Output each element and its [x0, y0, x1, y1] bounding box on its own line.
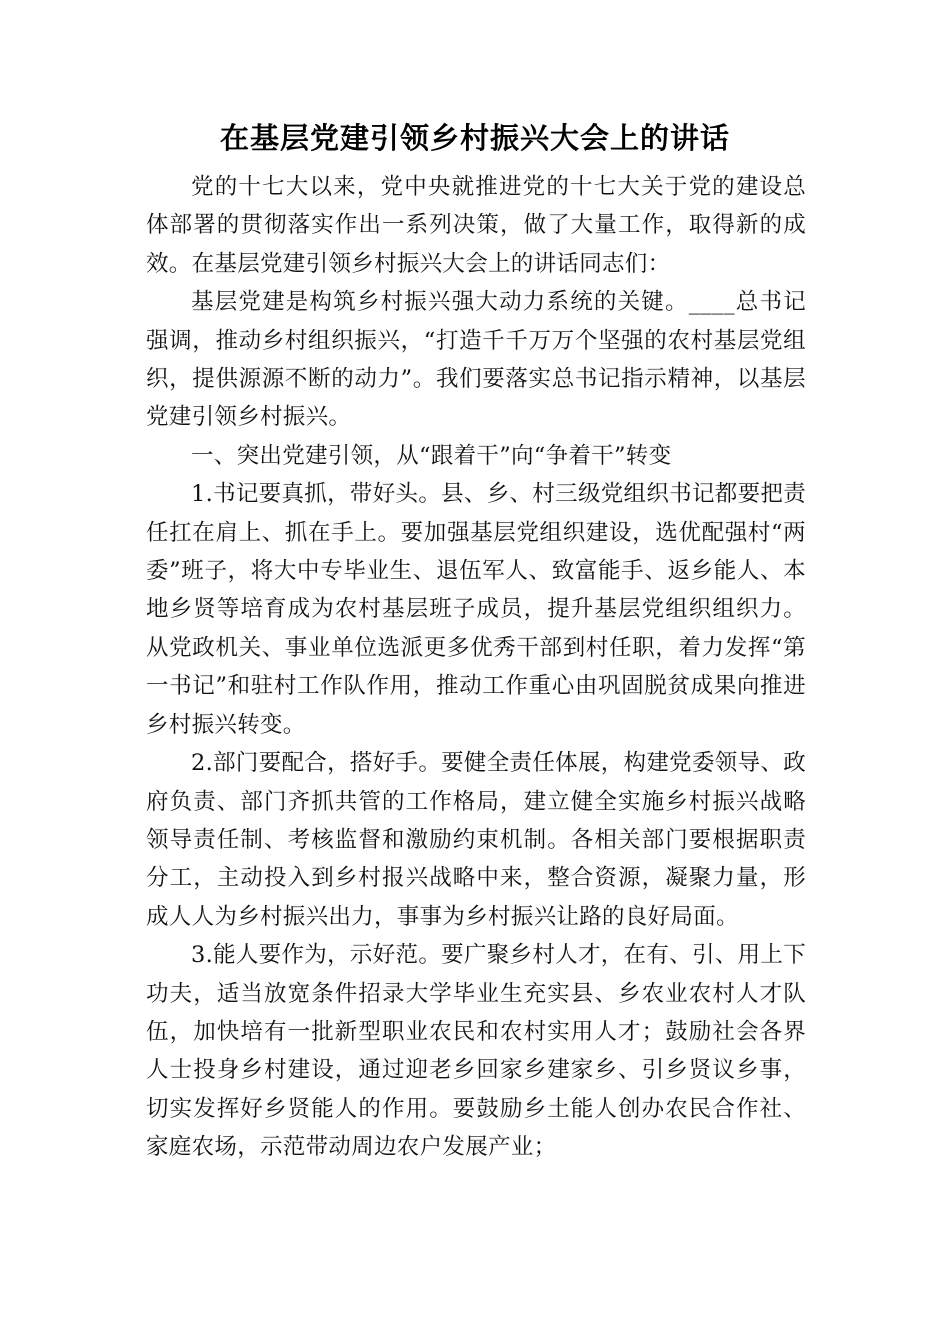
document-body	[146, 168, 806, 1167]
paragraph-point-2: 2.部门要配合，搭好手。要健全责任体展，构建党委领导、政府负责、部门齐抓共管的工作格局，建立健全实施乡村振兴战略领导责任制、考核监督和激励约束机制。各相关部门要根据职责分工，主动投入到乡村报兴战略中来，整合资源，凝聚力量，形成人人为乡村振兴出力，事事为乡村振兴让路的良好局面。	[146, 750, 806, 930]
section-heading-1: 一、突出党建引领，从“跟着干”向“争着干”转变	[191, 442, 672, 469]
paragraph-intro: 党的十七大以来，党中央就推进党的十七大关于党的建设总体部署的贯彻落实作出一系列决策，做了大量工作，取得新的成效。在基层党建引领乡村振兴大会上的讲话同志们：	[146, 174, 806, 277]
paragraph-point-3: 3.能人要作为，示好范。要广聚乡村人才，在有、引、用上下功夫，适当放宽条件招录大学毕业生充实县、乡农业农村人才队伍，加快培有一批新型职业农民和农村实用人才；鼓励社会各界人士投身乡村建设，通过迎老乡回家乡建家乡、引乡贤议乡事，切实发挥好乡贤能人的作用。要鼓励乡土能人创办农民合作社、家庭农场，示范带动周边农户发展产业；	[146, 942, 806, 1161]
paragraph-point-1: 1.书记要真抓，带好头。县、乡、村三级党组织书记都要把责任扛在肩上、抓在手上。要加强基层党组织建设，选优配强村“两委”班子，将大中专毕业生、退伍军人、致富能手、返乡能人、本地乡贤等培育成为农村基层班子成员，提升基层党组织组织力。从党政机关、事业单位选派更多优秀干部到村任职，着力发挥“第一书记”和驻村工作队作用，推动工作重心由巩固脱贫成果向推进乡村振兴转变。	[146, 481, 806, 738]
document-title: 在基层党建引领乡村振兴大会上的讲话	[219, 121, 730, 155]
paragraph-key-role: 基层党建是构筑乡村振兴强大动力系统的关键。____总书记强调，推动乡村组织振兴，“打造千千万万个坚强的农村基层党组织，提供源源不断的动力”。我们要落实总书记指示精神，以基层党建引领乡村振兴。	[146, 289, 806, 431]
